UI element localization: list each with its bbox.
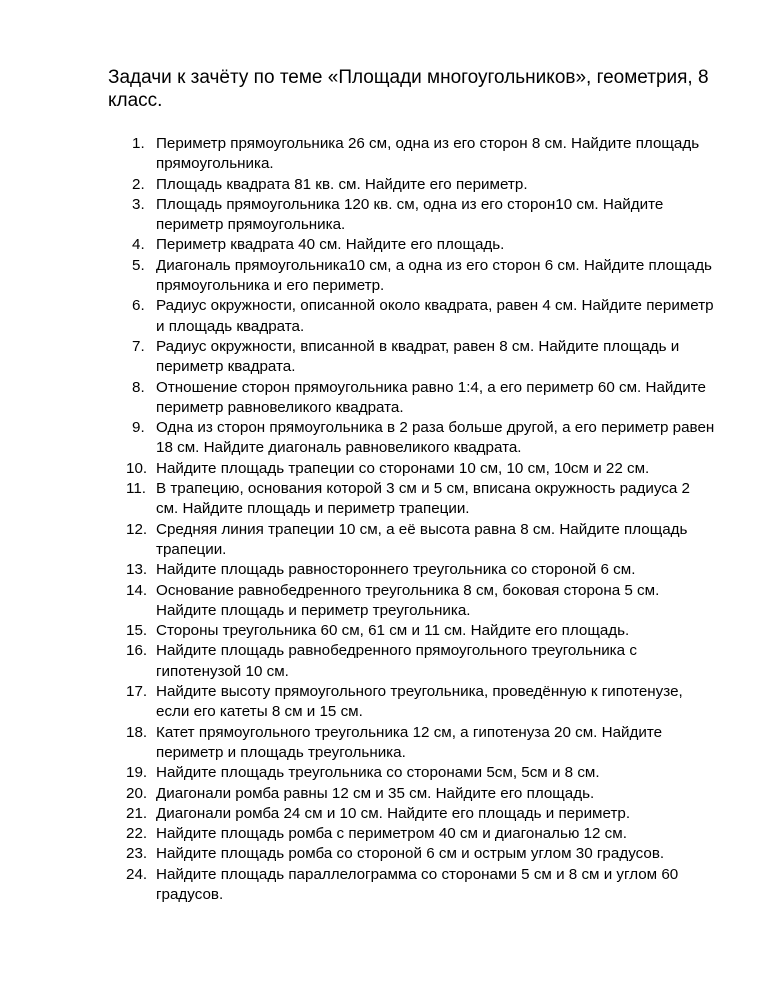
task-item xyxy=(0,479,716,520)
task-item xyxy=(0,784,716,804)
task-number: 24. xyxy=(126,865,148,883)
task-item xyxy=(0,459,716,479)
task-text: Найдите площадь ромба со стороной 6 см и острым углом 30 градусов. xyxy=(156,845,665,863)
document-title: Задачи к зачёту по теме «Площади многоугольников», геометрия, 8 класс. xyxy=(108,67,709,111)
task-text: Основание равнобедренного треугольника 8 см, боковая сторона 5 см. Найдите площадь и периметр треугольника. xyxy=(156,581,660,619)
task-text: Отношение сторон прямоугольника равно 1:4, а его периметр 60 см. Найдите периметр равновеликого квадрата. xyxy=(156,378,706,416)
task-text: В трапецию, основания которой 3 см и 5 см, вписана окружность радиуса 2 см. Найдите площадь и периметр трапеции. xyxy=(156,480,690,518)
task-item xyxy=(0,378,716,419)
task-text: Диагонали ромба 24 см и 10 см. Найдите его площадь и периметр. xyxy=(156,804,631,822)
task-item xyxy=(0,844,716,864)
task-text: Радиус окружности, описанной около квадрата, равен 4 см. Найдите периметр и площадь квадрата. xyxy=(156,297,714,335)
task-item xyxy=(0,560,716,580)
task-item xyxy=(0,134,716,175)
task-item xyxy=(0,763,716,783)
task-number: 12. xyxy=(126,520,148,538)
task-text: Стороны треугольника 60 см, 61 см и 11 см. Найдите его площадь. xyxy=(156,622,630,640)
task-number: 17. xyxy=(126,683,148,701)
task-item xyxy=(0,195,716,236)
task-item xyxy=(0,235,716,255)
task-number: 22. xyxy=(126,825,148,843)
task-number: 3. xyxy=(132,195,145,213)
task-text: Катет прямоугольного треугольника 12 см, а гипотенуза 20 см. Найдите периметр и площадь треугольника. xyxy=(156,723,663,761)
task-number: 23. xyxy=(126,845,148,863)
task-number: 6. xyxy=(132,297,145,315)
task-text: Периметр прямоугольника 26 см, одна из его сторон 8 см. Найдите площадь прямоугольника. xyxy=(156,135,700,173)
task-item xyxy=(0,581,716,622)
task-number: 16. xyxy=(126,642,148,660)
task-number: 13. xyxy=(126,561,148,579)
task-item xyxy=(0,804,716,824)
task-item xyxy=(0,256,716,297)
task-list xyxy=(0,134,768,905)
task-number: 4. xyxy=(132,236,145,254)
task-item xyxy=(0,296,716,337)
task-item xyxy=(0,175,716,195)
task-text: Диагонали ромба равны 12 см и 35 см. Найдите его площадь. xyxy=(156,784,595,802)
task-number: 1. xyxy=(132,135,145,152)
task-text: Найдите площадь ромба с периметром 40 см и диагональю 12 см. xyxy=(156,825,627,843)
task-number: 10. xyxy=(126,459,148,477)
task-item xyxy=(0,621,716,641)
task-text: Одна из сторон прямоугольника в 2 раза больше другой, а его периметр равен 18 см. Найдите диагональ равновеликого квадрата. xyxy=(156,419,715,457)
task-number: 15. xyxy=(126,622,148,640)
task-text: Найдите площадь трапеции со сторонами 10 см, 10 см, 10см и 22 см. xyxy=(156,459,650,477)
task-number: 18. xyxy=(126,723,148,741)
task-item xyxy=(0,641,716,682)
task-text: Диагональ прямоугольника10 см, а одна из его сторон 6 см. Найдите площадь прямоугольника и его периметр. xyxy=(156,256,712,295)
task-number: 9. xyxy=(132,419,145,437)
task-text: Найдите площадь треугольника со сторонами 5см, 5см и 8 см. xyxy=(156,764,600,782)
task-text: Найдите площадь равностороннего треугольника со стороной 6 см. xyxy=(156,561,636,579)
task-number: 5. xyxy=(132,256,145,274)
task-text: Найдите площадь параллелограмма со сторонами 5 см и 8 см и углом 60 градусов. xyxy=(156,865,679,903)
task-text: Площадь прямоугольника 120 кв. см, одна из его сторон10 см. Найдите периметр прямоугольника. xyxy=(156,195,664,234)
task-number: 19. xyxy=(126,764,148,782)
task-number: 20. xyxy=(126,784,148,802)
task-item xyxy=(0,418,716,459)
task-item xyxy=(0,682,716,723)
task-text: Площадь квадрата 81 кв. см. Найдите его периметр. xyxy=(156,175,528,193)
task-text: Найдите площадь равнобедренного прямоугольного треугольника с гипотенузой 10 см. xyxy=(156,642,637,680)
task-text: Радиус окружности, вписанной в квадрат, равен 8 см. Найдите площадь и периметр квадрата. xyxy=(156,337,680,376)
task-item xyxy=(0,865,716,906)
task-text: Найдите высоту прямоугольного треугольника, проведённую к гипотенузе, если его катеты 8 см и 15 см. xyxy=(156,683,683,721)
task-number: 2. xyxy=(132,175,145,193)
task-item xyxy=(0,337,716,378)
task-item xyxy=(0,520,716,561)
task-number: 14. xyxy=(126,581,148,599)
task-item xyxy=(0,723,716,764)
task-number: 8. xyxy=(132,378,145,396)
task-item xyxy=(0,824,716,844)
task-number: 21. xyxy=(126,804,148,822)
task-number: 11. xyxy=(126,480,146,498)
task-number: 7. xyxy=(132,337,145,355)
task-text: Периметр квадрата 40 см. Найдите его площадь. xyxy=(156,236,505,254)
task-text: Средняя линия трапеции 10 см, а её высота равна 8 см. Найдите площадь трапеции. xyxy=(156,520,688,558)
